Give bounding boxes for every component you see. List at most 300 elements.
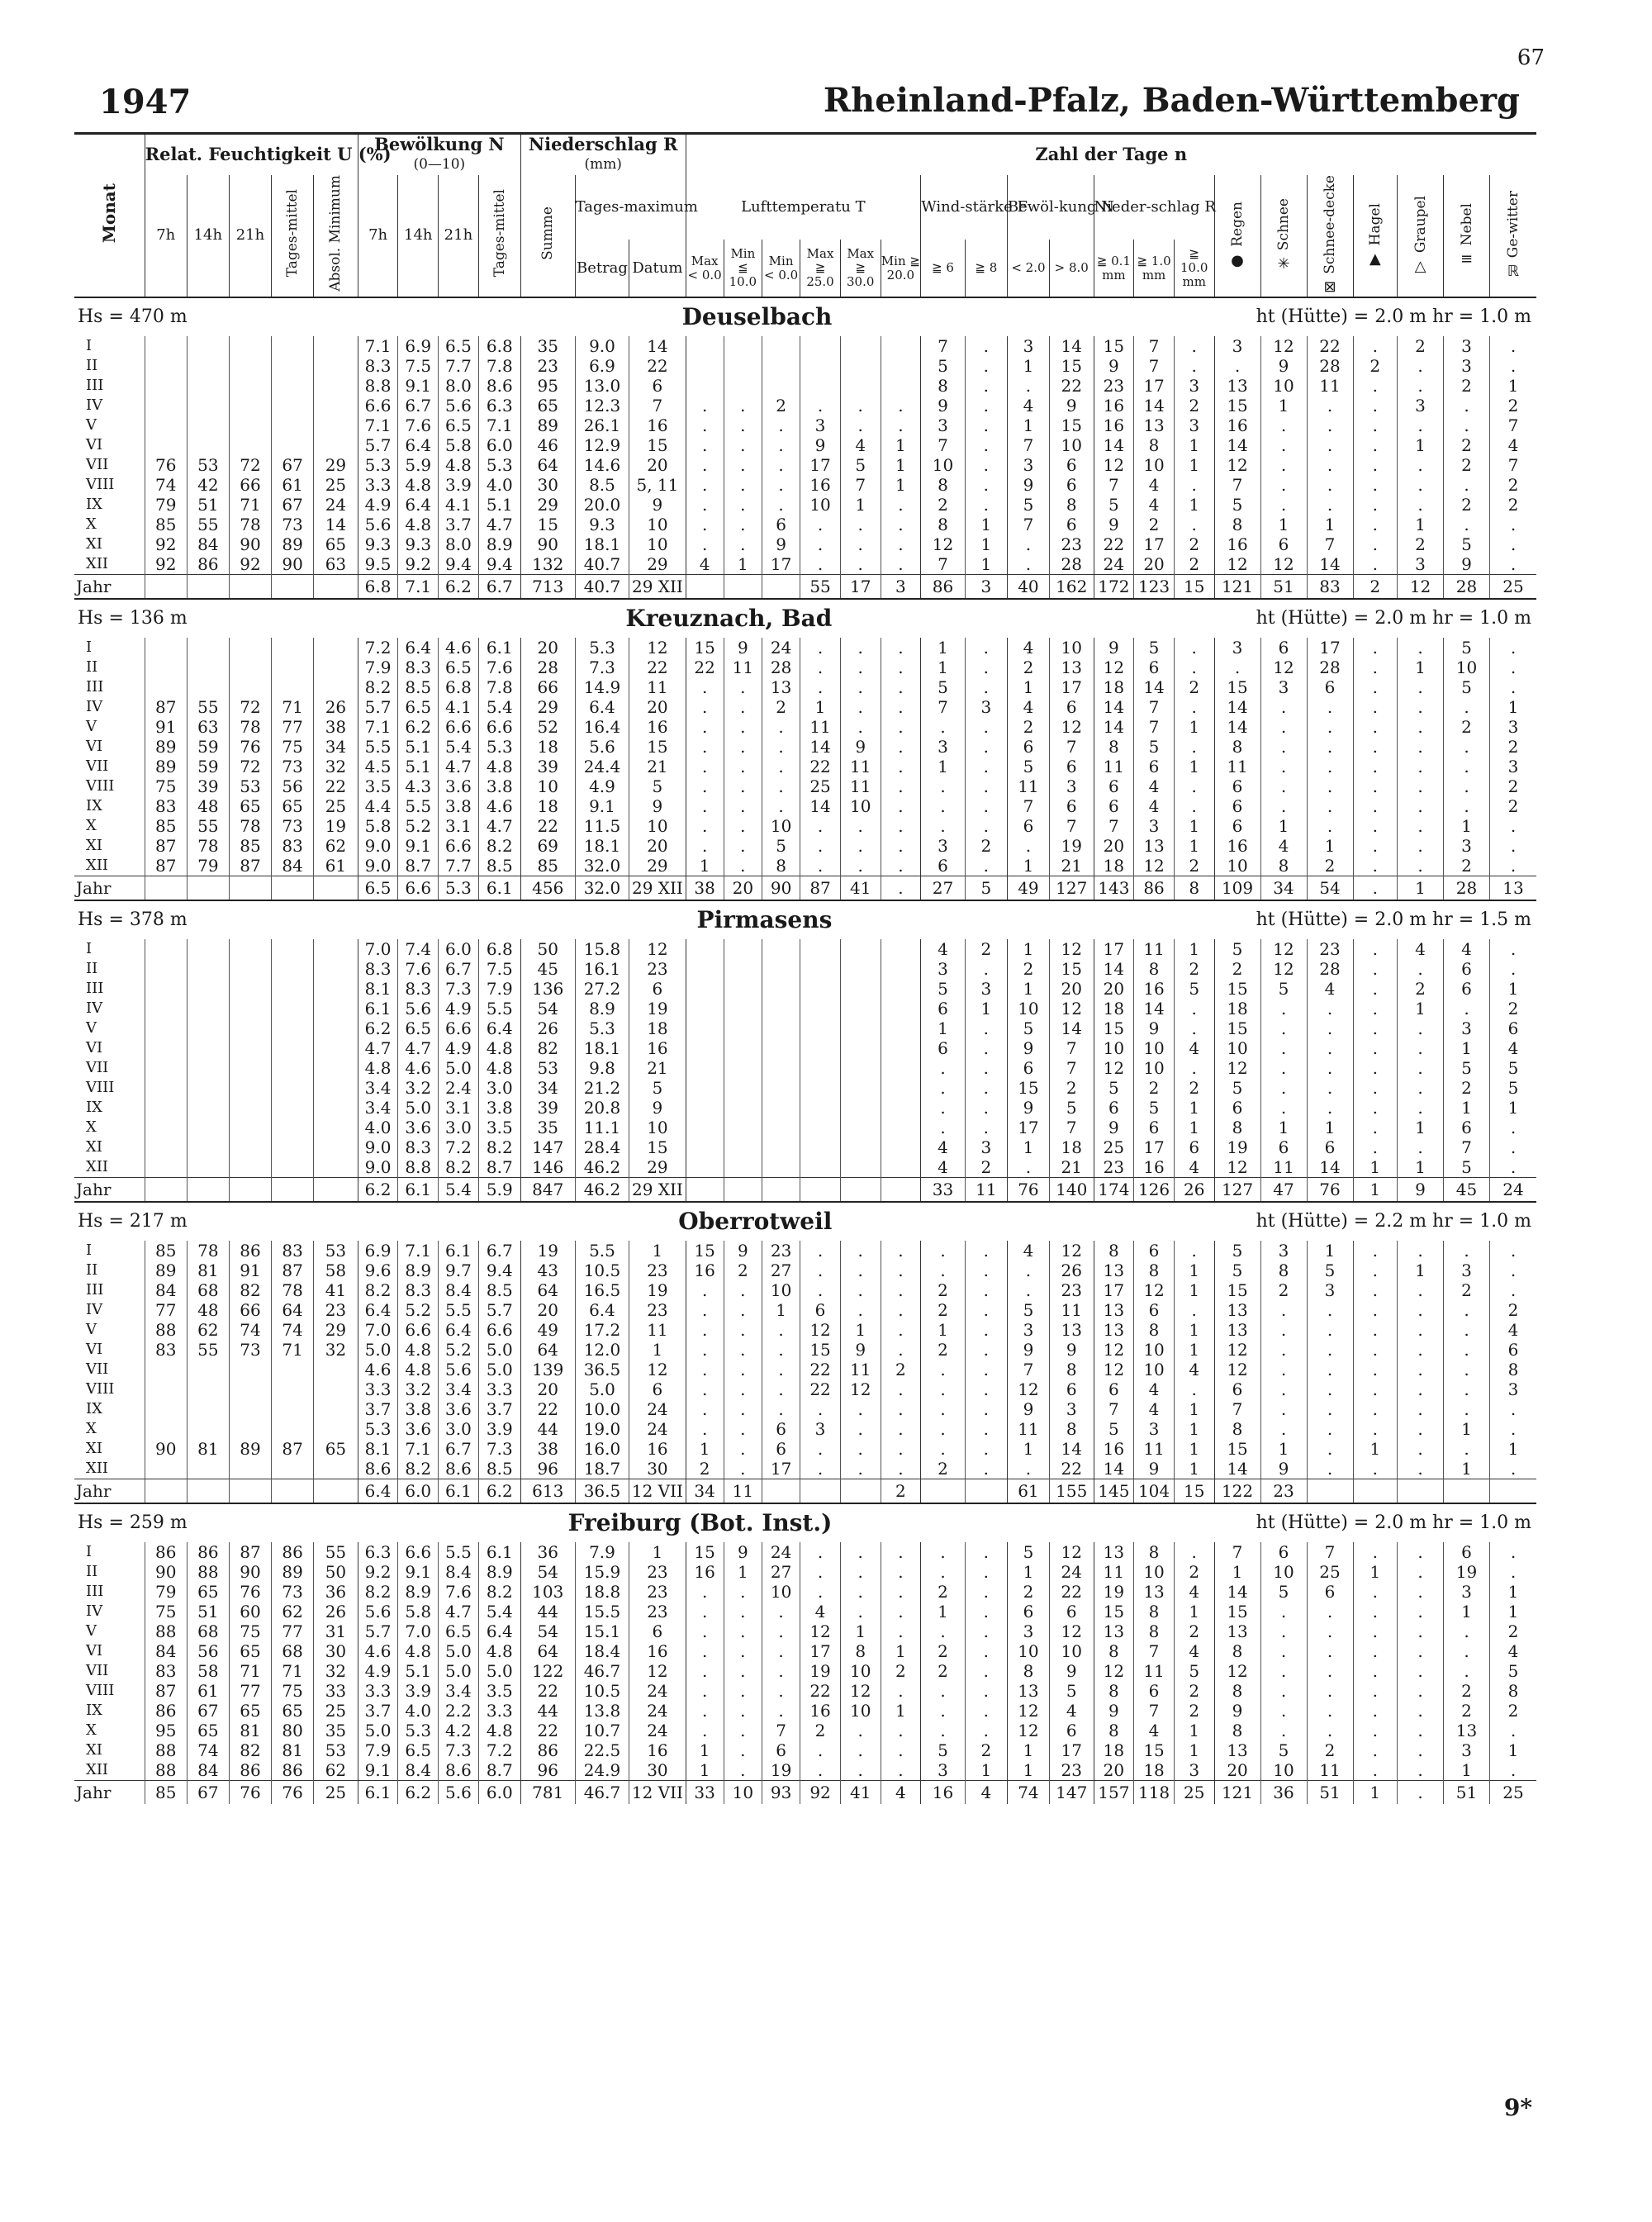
table-cell: .: [1174, 1300, 1214, 1320]
table-cell: 32: [314, 1340, 358, 1360]
table-row: [74, 638, 1536, 658]
table-cell: .: [724, 1340, 762, 1360]
table-cell: 1: [1260, 396, 1307, 415]
table-cell: 23: [629, 959, 686, 979]
table-cell: 1: [1353, 1781, 1398, 1805]
table-cell: .: [724, 475, 762, 495]
table-cell: .: [1398, 1078, 1444, 1098]
table-cell: 5.9: [478, 1178, 520, 1203]
table-cell: 162: [1049, 575, 1094, 600]
table-cell: 2: [1260, 1280, 1307, 1300]
table-cell: 9.0: [358, 1157, 398, 1178]
table-cell: .: [840, 1602, 881, 1621]
table-cell: [145, 1178, 187, 1203]
table-row: [74, 515, 1536, 534]
table-cell: 7.1: [358, 415, 398, 435]
table-cell: 61: [1007, 1479, 1049, 1504]
table-cell: 1: [1174, 1399, 1214, 1419]
table-cell: .: [881, 816, 921, 836]
table-cell: 8.3: [398, 979, 439, 999]
table-cell: [762, 959, 800, 979]
table-row: [74, 1740, 1536, 1760]
table-cell: 9: [1007, 1098, 1049, 1118]
table-cell: 14: [1134, 396, 1175, 415]
table-cell: 11: [1007, 1419, 1049, 1439]
table-cell: .: [1444, 1360, 1490, 1379]
table-cell: 19: [629, 1280, 686, 1300]
table-cell: 10: [1260, 376, 1307, 396]
table-cell: .: [762, 1379, 800, 1399]
month-label: XII: [86, 857, 109, 875]
table-cell: 1: [800, 697, 841, 717]
table-cell: .: [1353, 554, 1398, 575]
table-cell: 45: [520, 959, 575, 979]
table-cell: 6.3: [358, 1542, 398, 1562]
table-cell: 13: [762, 677, 800, 697]
month-label: VII: [86, 456, 109, 474]
table-cell: 11: [1049, 1300, 1094, 1320]
table-cell: 23: [1260, 1479, 1307, 1504]
table-cell: 6: [1049, 1721, 1094, 1740]
table-cell: 1: [686, 856, 724, 876]
table-cell: 18: [1094, 856, 1134, 876]
table-cell: [229, 336, 271, 356]
table-cell: 14: [314, 515, 358, 534]
table-row: [74, 554, 1536, 575]
month-label: III: [86, 1583, 104, 1601]
table-cell: 16: [1134, 1157, 1175, 1178]
table-cell: 19: [520, 1241, 575, 1261]
table-cell: 3: [1444, 836, 1490, 856]
table-cell: 76: [272, 1781, 314, 1805]
table-cell: .: [1490, 658, 1536, 677]
table-cell: .: [921, 776, 966, 796]
table-cell: .: [724, 1681, 762, 1701]
table-cell: 64: [520, 1280, 575, 1300]
table-cell: 28: [1444, 575, 1490, 600]
table-cell: [145, 959, 187, 979]
table-cell: 38: [520, 1439, 575, 1459]
table-cell: 65: [314, 534, 358, 554]
table-cell: 77: [272, 717, 314, 737]
table-cell: .: [965, 1241, 1007, 1261]
table-cell: 4.7: [478, 816, 520, 836]
table-cell: .: [965, 717, 1007, 737]
table-cell: 93: [762, 1781, 800, 1805]
table-cell: 12: [1134, 856, 1175, 876]
table-cell: .: [965, 1300, 1007, 1320]
table-cell: 5.6: [439, 1360, 479, 1379]
table-cell: 8: [1214, 1118, 1260, 1137]
table-cell: 8.5: [575, 475, 629, 495]
table-cell: [840, 356, 881, 376]
table-cell: .: [1398, 1058, 1444, 1078]
table-cell: 2: [1444, 717, 1490, 737]
table-cell: 8.2: [478, 1137, 520, 1157]
table-cell: 24.9: [575, 1760, 629, 1781]
table-cell: .: [1353, 1078, 1398, 1098]
table-cell: 4.8: [398, 1340, 439, 1360]
station-instrument-heights: ht (Hütte) = 2.0 m hr = 1.0 m: [1256, 306, 1531, 328]
table-cell: .: [1307, 435, 1353, 455]
table-cell: 1: [1490, 1602, 1536, 1621]
table-cell: .: [1398, 1241, 1444, 1261]
table-cell: 15: [1214, 979, 1260, 999]
table-cell: .: [1444, 1320, 1490, 1340]
table-cell: .: [1353, 475, 1398, 495]
table-cell: .: [1398, 1701, 1444, 1721]
table-cell: 5.0: [575, 1379, 629, 1399]
table-cell: 71: [229, 1661, 271, 1681]
table-cell: 17: [1307, 638, 1353, 658]
table-cell: 6.7: [478, 575, 520, 600]
table-cell: .: [686, 1320, 724, 1340]
table-cell: 4.3: [398, 776, 439, 796]
month-label: IX: [86, 1099, 102, 1117]
table-cell: .: [1260, 475, 1307, 495]
table-cell: 23: [629, 1562, 686, 1582]
table-cell: 1: [1214, 1562, 1260, 1582]
table-cell: [686, 1137, 724, 1157]
table-cell: 3: [1007, 1320, 1049, 1340]
table-cell: [272, 1379, 314, 1399]
table-cell: 2: [1490, 495, 1536, 515]
table-cell: 8.0: [439, 376, 479, 396]
table-cell: 16: [1214, 534, 1260, 554]
table-cell: .: [1307, 816, 1353, 836]
table-cell: 13: [1049, 1320, 1094, 1340]
table-cell: .: [881, 856, 921, 876]
event-col-label: Hagel: [1366, 202, 1384, 246]
table-cell: 6.1: [358, 999, 398, 1018]
table-cell: [145, 1058, 187, 1078]
jahr-label: Jahr: [74, 575, 145, 600]
table-cell: 7: [1214, 1542, 1260, 1562]
table-cell: .: [840, 1300, 881, 1320]
table-cell: .: [724, 816, 762, 836]
table-cell: 12: [840, 1681, 881, 1701]
table-cell: 1: [921, 638, 966, 658]
month-label: IX: [86, 496, 102, 514]
table-cell: [840, 336, 881, 356]
table-cell: [272, 575, 314, 600]
table-cell: [229, 376, 271, 396]
table-cell: 45: [1444, 1178, 1490, 1203]
table-cell: [762, 1078, 800, 1098]
table-cell: 82: [520, 1038, 575, 1058]
table-cell: 9: [800, 435, 841, 455]
table-cell: 28: [1444, 876, 1490, 901]
event-col-label: Ge-witter: [1505, 190, 1521, 258]
table-cell: 24: [1049, 1562, 1094, 1582]
table-cell: [314, 356, 358, 376]
table-cell: 74: [145, 475, 187, 495]
table-cell: .: [1260, 717, 1307, 737]
table-cell: 28.4: [575, 1137, 629, 1157]
days-subcol-3: Max ≧ 25.0: [800, 240, 841, 297]
table-row: [74, 415, 1536, 435]
table-cell: 8.2: [398, 1459, 439, 1479]
table-row: [74, 455, 1536, 475]
table-cell: [314, 1078, 358, 1098]
table-cell: 17: [762, 554, 800, 575]
table-cell: 5: [629, 776, 686, 796]
precip-datum-col: Datum: [629, 240, 686, 297]
table-cell: 71: [272, 1340, 314, 1360]
table-cell: [187, 1419, 229, 1439]
table-cell: [229, 1098, 271, 1118]
table-cell: 5.3: [358, 455, 398, 475]
table-cell: .: [1444, 515, 1490, 534]
table-cell: .: [1353, 658, 1398, 677]
table-cell: 121: [1214, 575, 1260, 600]
table-cell: 89: [229, 1439, 271, 1459]
table-cell: 6: [921, 1038, 966, 1058]
table-cell: [145, 575, 187, 600]
table-cell: 6: [1007, 1058, 1049, 1078]
table-cell: [187, 1157, 229, 1178]
table-cell: .: [686, 415, 724, 435]
table-cell: [314, 638, 358, 658]
table-cell: [881, 1038, 921, 1058]
table-cell: 15.5: [575, 1602, 629, 1621]
table-cell: 6: [1444, 979, 1490, 999]
table-cell: [145, 979, 187, 999]
table-cell: .: [1353, 876, 1398, 901]
table-cell: [881, 1178, 921, 1203]
table-cell: 118: [1134, 1781, 1175, 1805]
table-cell: 36.5: [575, 1479, 629, 1504]
table-cell: .: [1444, 796, 1490, 816]
table-cell: 68: [187, 1621, 229, 1641]
table-cell: 5: [1214, 1078, 1260, 1098]
month-label: VI: [86, 738, 103, 756]
table-cell: .: [1174, 1379, 1214, 1399]
table-cell: 132: [520, 554, 575, 575]
table-cell: 3.2: [398, 1379, 439, 1399]
table-cell: 6: [1444, 1542, 1490, 1562]
table-cell: .: [1490, 939, 1536, 959]
table-cell: 2: [921, 1340, 966, 1360]
table-cell: 1: [1007, 979, 1049, 999]
table-cell: 46.7: [575, 1781, 629, 1805]
table-cell: 24: [629, 1399, 686, 1419]
table-cell: 78: [229, 816, 271, 836]
table-cell: 8.2: [358, 1280, 398, 1300]
table-cell: .: [1307, 697, 1353, 717]
table-cell: 3.7: [358, 1399, 398, 1419]
table-cell: [686, 1018, 724, 1038]
table-cell: 20.0: [575, 495, 629, 515]
table-cell: .: [1398, 1621, 1444, 1641]
table-cell: .: [1353, 1419, 1398, 1439]
table-cell: 12: [1214, 1058, 1260, 1078]
table-cell: 5.7: [358, 435, 398, 455]
table-cell: .: [965, 776, 1007, 796]
table-cell: 9: [1094, 638, 1134, 658]
table-cell: 1: [921, 1602, 966, 1621]
table-cell: .: [1490, 515, 1536, 534]
table-cell: 2: [965, 939, 1007, 959]
table-cell: 6.6: [439, 836, 479, 856]
table-cell: 11: [629, 1320, 686, 1340]
table-cell: 22: [1049, 1459, 1094, 1479]
table-cell: [881, 1018, 921, 1038]
table-cell: 6.5: [439, 658, 479, 677]
table-cell: 2: [1007, 658, 1049, 677]
table-cell: 8: [1490, 1360, 1536, 1379]
table-cell: 41: [840, 1781, 881, 1805]
table-cell: .: [1260, 1379, 1307, 1399]
year-total-row: [74, 1178, 1536, 1203]
table-cell: 8.2: [358, 1582, 398, 1602]
table-cell: .: [881, 1399, 921, 1419]
table-row: [74, 1399, 1536, 1419]
table-cell: 65: [187, 1721, 229, 1740]
table-cell: 7: [921, 554, 966, 575]
table-cell: 4: [1490, 1320, 1536, 1340]
table-cell: .: [1490, 959, 1536, 979]
table-cell: 85: [229, 836, 271, 856]
table-cell: 2: [1307, 856, 1353, 876]
table-cell: 5: [1174, 1661, 1214, 1681]
table-cell: .: [686, 1641, 724, 1661]
table-cell: 24: [629, 1701, 686, 1721]
days-subcol-1: Min ≦ 10.0: [724, 240, 762, 297]
table-cell: .: [724, 1419, 762, 1439]
table-cell: 25: [1490, 1781, 1536, 1805]
table-cell: 71: [272, 1661, 314, 1681]
table-cell: 3.9: [398, 1681, 439, 1701]
table-cell: 46.2: [575, 1178, 629, 1203]
table-cell: .: [881, 1419, 921, 1439]
table-cell: [145, 1479, 187, 1504]
table-cell: [800, 1098, 841, 1118]
table-cell: 3: [1444, 1582, 1490, 1602]
table-cell: 12: [629, 638, 686, 658]
table-cell: [272, 1479, 314, 1504]
table-cell: 14: [1134, 999, 1175, 1018]
table-cell: [724, 959, 762, 979]
table-row: [74, 1300, 1536, 1320]
month-label: X: [86, 817, 97, 835]
table-cell: 40: [1007, 575, 1049, 600]
table-cell: 20: [1214, 1760, 1260, 1781]
table-cell: .: [1353, 1320, 1398, 1340]
table-cell: .: [1260, 1721, 1307, 1740]
table-cell: 5.3: [478, 737, 520, 757]
table-cell: 5.6: [358, 515, 398, 534]
table-cell: 1: [1260, 1118, 1307, 1137]
table-cell: [272, 1157, 314, 1178]
table-cell: 9: [840, 1340, 881, 1360]
table-cell: [881, 1137, 921, 1157]
table-cell: 6: [1134, 658, 1175, 677]
table-cell: 10: [629, 816, 686, 836]
table-cell: 92: [145, 534, 187, 554]
month-label: XI: [86, 1138, 102, 1156]
table-cell: 3.5: [478, 1118, 520, 1137]
event-col-3: [1353, 175, 1398, 298]
table-cell: 1: [1398, 876, 1444, 901]
table-cell: .: [1307, 1340, 1353, 1360]
table-cell: .: [1174, 776, 1214, 796]
table-cell: .: [686, 435, 724, 455]
table-cell: 81: [229, 1721, 271, 1740]
table-cell: 1: [1174, 717, 1214, 737]
table-cell: 6: [1094, 796, 1134, 816]
table-cell: 46.7: [575, 1661, 629, 1681]
table-cell: 1: [1260, 515, 1307, 534]
table-cell: 7.8: [478, 677, 520, 697]
table-cell: 22: [800, 1379, 841, 1399]
table-cell: 51: [1307, 1781, 1353, 1805]
table-cell: [187, 1137, 229, 1157]
table-cell: .: [1260, 1681, 1307, 1701]
precip-sum-col-text: Summe: [539, 206, 557, 260]
table-cell: .: [921, 1701, 966, 1721]
table-cell: .: [762, 495, 800, 515]
table-cell: 16.1: [575, 959, 629, 979]
table-cell: .: [1353, 1300, 1398, 1320]
table-cell: 82: [229, 1740, 271, 1760]
table-cell: 6: [629, 979, 686, 999]
table-row: [74, 1241, 1536, 1261]
table-row: [74, 376, 1536, 396]
table-cell: 1: [1007, 1740, 1049, 1760]
table-cell: [145, 435, 187, 455]
month-label: V: [86, 1019, 97, 1037]
table-cell: 29: [520, 495, 575, 515]
table-cell: 2: [965, 836, 1007, 856]
table-cell: [145, 1098, 187, 1118]
table-row: [74, 959, 1536, 979]
table-cell: 4: [921, 1137, 966, 1157]
table-cell: 73: [272, 816, 314, 836]
table-cell: 7: [1214, 1399, 1260, 1419]
table-cell: 9.1: [398, 836, 439, 856]
table-cell: 92: [145, 554, 187, 575]
table-cell: [314, 396, 358, 415]
table-cell: 6: [1134, 1241, 1175, 1261]
table-cell: 1: [1353, 1157, 1398, 1178]
table-cell: 5.4: [439, 1178, 479, 1203]
table-cell: .: [1353, 697, 1398, 717]
table-cell: 73: [272, 757, 314, 776]
table-cell: [686, 376, 724, 396]
table-cell: .: [1444, 737, 1490, 757]
table-cell: .: [800, 515, 841, 534]
table-cell: 33: [314, 1681, 358, 1701]
month-label: X: [86, 1721, 97, 1740]
table-cell: 14: [1094, 717, 1134, 737]
station-altitude: Hs = 136 m: [78, 608, 188, 629]
days-subcol-10: ≧ 0.1 mm: [1094, 240, 1134, 297]
table-cell: 2: [1174, 1701, 1214, 1721]
table-cell: 6: [1049, 796, 1094, 816]
table-cell: 78: [187, 1241, 229, 1261]
table-cell: [314, 435, 358, 455]
table-cell: 72: [229, 757, 271, 776]
table-cell: [314, 1038, 358, 1058]
table-cell: [229, 396, 271, 415]
table-cell: 5: [1094, 1419, 1134, 1439]
table-cell: .: [921, 1439, 966, 1459]
table-cell: .: [686, 1399, 724, 1419]
table-cell: [145, 999, 187, 1018]
table-cell: 6.4: [439, 1320, 479, 1340]
table-cell: [840, 1118, 881, 1137]
